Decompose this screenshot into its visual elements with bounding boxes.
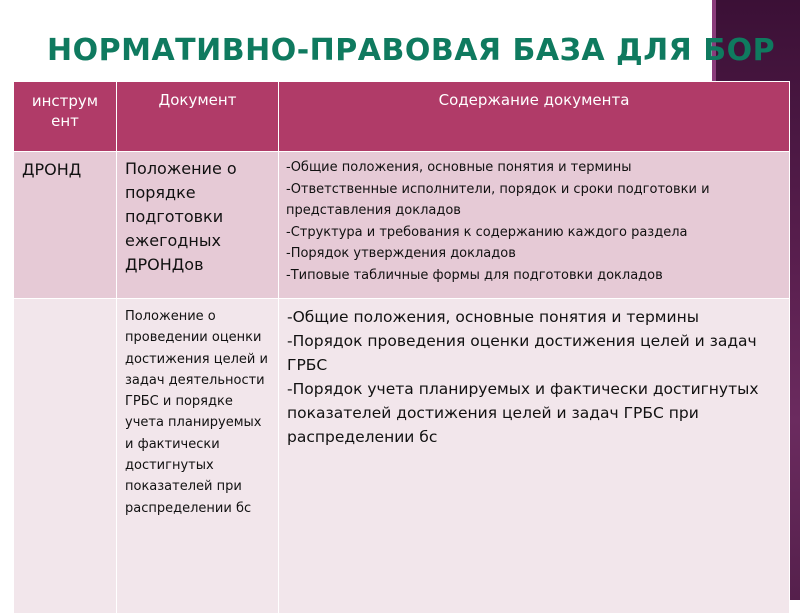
document-cell: Положение о проведении оценки достижения целей и задач деятельности ГРБС и порядке учета планируемых и фактически достигнутых показателей при распределении бс — [117, 299, 279, 614]
header-document: Документ — [117, 82, 279, 152]
contents-item: -Порядок проведения оценки достижения целей и задач ГРБС — [287, 332, 757, 374]
table-row — [14, 299, 790, 614]
contents-item: -Структура и требования к содержанию каждого раздела — [286, 224, 688, 240]
header-instrument: инструм ент — [14, 82, 117, 152]
instrument-cell — [14, 299, 117, 614]
header-contents: Содержание документа — [279, 82, 790, 152]
contents-item: -Общие положения, основные понятия и термины — [287, 308, 699, 326]
table-row — [14, 152, 790, 299]
instrument-cell: ДРОНД — [14, 152, 117, 299]
contents-item: -Порядок утверждения докладов — [286, 246, 516, 261]
page-title: НОРМАТИВНО-ПРАВОВАЯ БАЗА ДЛЯ БОР — [47, 33, 776, 68]
contents-item: -Общие положения, основные понятия и термины — [286, 160, 632, 175]
contents-item: -Порядок учета планируемых и фактически достигнутых показателей достижения целей и задач ГРБС при распределении бс — [287, 380, 759, 446]
contents-cell — [279, 299, 790, 614]
documents-table — [13, 81, 790, 614]
contents-item: -Ответственные исполнители, порядок и сроки подготовки и представления докладов — [286, 181, 710, 218]
table-header-row — [14, 82, 790, 152]
document-cell: Положение о порядке подготовки ежегодных ДРОНДов — [117, 152, 279, 299]
contents-cell — [279, 152, 790, 299]
contents-item: -Типовые табличные формы для подготовки докладов — [286, 267, 663, 283]
